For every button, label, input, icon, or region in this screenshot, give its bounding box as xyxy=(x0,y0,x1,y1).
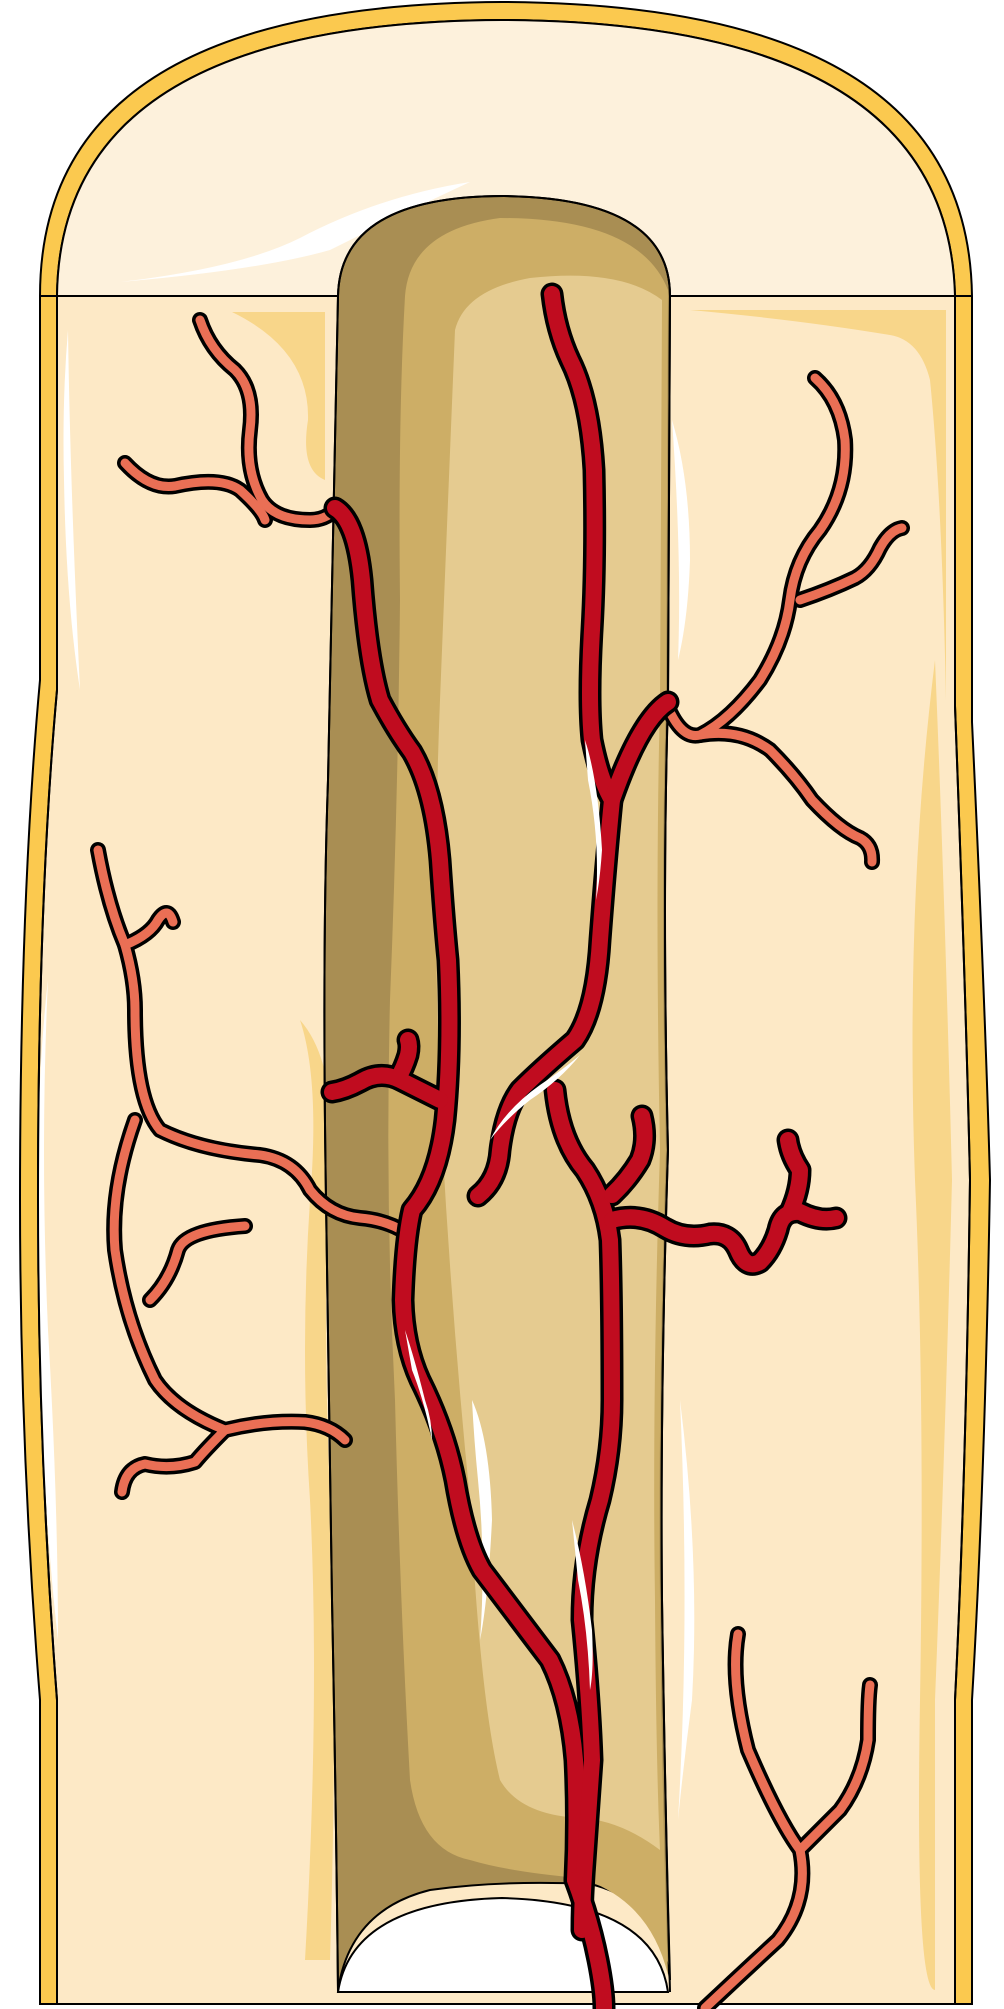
inner-tube xyxy=(324,196,670,1992)
